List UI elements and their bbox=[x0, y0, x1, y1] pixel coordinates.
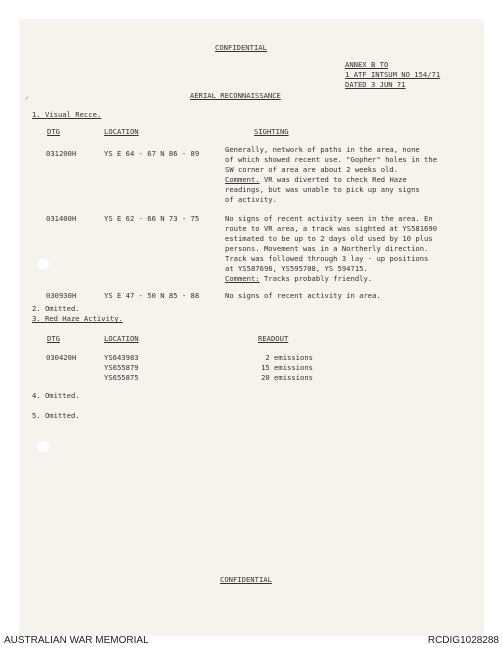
entry-1-comment-text: VR was diverted to check Red Haze bbox=[263, 175, 407, 184]
entry-2-line-4: persons. Movement was in a Northerly direction. bbox=[225, 244, 429, 253]
section-1-heading bbox=[32, 111, 101, 118]
entry-2-line-3: estimated to be up to 2 days old used by 10 plus bbox=[225, 234, 433, 243]
entry-1-line-5: readings, but was unable to pick up any signs bbox=[225, 185, 420, 194]
classification-top: CONFIDENTIAL bbox=[215, 43, 267, 52]
entry-1-line-4 bbox=[225, 176, 407, 183]
page-title: AERIAL RECONNAISSANCE bbox=[190, 91, 281, 100]
section-3-heading-text: 3. Red Haze Activity. bbox=[32, 314, 123, 323]
entry-1-comment-label: Comment. bbox=[225, 175, 260, 184]
entry-2-comment-text: Tracks probably friendly. bbox=[263, 274, 373, 283]
entry-2-line-1: No signs of recent activity seen in the area. En bbox=[225, 214, 433, 223]
classification-bottom: CONFIDENTIAL bbox=[220, 575, 272, 584]
col-sighting-header: SIGHTING bbox=[254, 127, 289, 136]
entry-1-location: YS E 64 - 67 N 86 - 89 bbox=[104, 149, 200, 158]
red-haze-col-dtg: DTG bbox=[47, 334, 60, 343]
red-haze-location-2: YS655879 bbox=[104, 363, 139, 372]
entry-1-line-6: of activity. bbox=[225, 195, 277, 204]
section-4-text: 4. Omitted. bbox=[32, 391, 80, 400]
red-haze-readout-2: 15 emissions bbox=[261, 363, 313, 372]
entry-2-line-5: Track was followed through 3 lay - up positions bbox=[225, 254, 429, 263]
entry-2-location: YS E 62 - 66 N 73 - 75 bbox=[104, 214, 200, 223]
entry-3-dtg: 030930H bbox=[46, 291, 77, 300]
red-haze-readout-3: 20 emissions bbox=[261, 373, 313, 382]
punch-hole bbox=[36, 257, 50, 271]
annex-line-2: 1 ATF INTSUM NO 154/71 bbox=[345, 70, 441, 79]
annex-line-3: DATED 3 JUN 71 bbox=[345, 80, 406, 89]
red-haze-readout-1: 2 emissions bbox=[265, 353, 313, 362]
col-location-header: LOCATION bbox=[104, 127, 139, 136]
entry-2-line-7 bbox=[225, 275, 372, 282]
red-haze-dtg: 030420H bbox=[46, 353, 77, 362]
entry-2-comment-label: Comment: bbox=[225, 274, 260, 283]
section-2-text: 2. Omitted. bbox=[32, 304, 80, 313]
tick-mark: ✓ bbox=[25, 94, 30, 102]
entry-1-line-3: SW corner of area are about 2 weeks old. bbox=[225, 165, 399, 174]
red-haze-col-location: LOCATION bbox=[104, 334, 139, 343]
entry-1-dtg: 031200H bbox=[46, 149, 77, 158]
archive-credit: AUSTRALIAN WAR MEMORIAL bbox=[4, 635, 149, 646]
entry-2-line-6: at YS587696, YS595708, YS 594715. bbox=[225, 264, 368, 273]
red-haze-col-readout: READOUT bbox=[258, 334, 289, 343]
punch-hole bbox=[36, 440, 50, 454]
entry-1-line-2: of which showed recent use. "Gopher" holes in the bbox=[225, 155, 438, 164]
col-dtg-header: DTG bbox=[47, 127, 60, 136]
section-1-heading-text: 1. Visual Recce. bbox=[32, 110, 102, 119]
section-5-text: 5. Omitted. bbox=[32, 411, 80, 420]
entry-2-dtg: 031400H bbox=[46, 214, 77, 223]
archive-reference: RCDIG1028288 bbox=[427, 635, 499, 646]
entry-3-location: YS E 47 - 50 N 85 - 88 bbox=[104, 291, 200, 300]
entry-1-line-1: Generally, network of paths in the area, none bbox=[225, 145, 420, 154]
entry-2-line-2: route to VR area, a track was sighted at YS581690 bbox=[225, 224, 438, 233]
red-haze-location-3: YS655875 bbox=[104, 373, 139, 382]
entry-3-line-1: No signs of recent activity in area. bbox=[225, 291, 381, 300]
red-haze-location-1: YS643983 bbox=[104, 353, 139, 362]
section-3-heading bbox=[32, 315, 123, 322]
annex-line-1: ANNEX B TO bbox=[345, 60, 389, 69]
